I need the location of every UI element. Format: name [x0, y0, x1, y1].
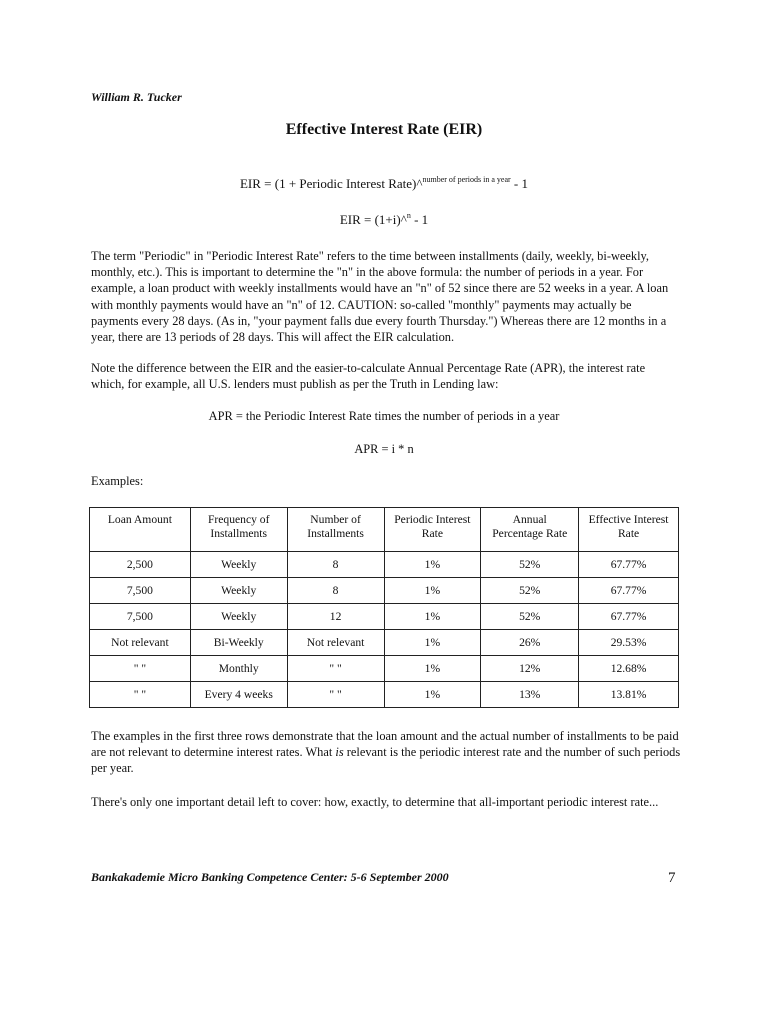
cell-apr: 52% — [481, 578, 579, 604]
cell-number-installments: " " — [287, 656, 384, 682]
table-header-row — [90, 508, 679, 552]
paragraph-apr-note: Note the difference between the EIR and the easier-to-calculate Annual Percentage Rate (APR), the interest rate which, for example, all U.S. lenders must publish as per the Truth in Lending law: — [91, 361, 646, 392]
cell-periodic-rate: 1% — [384, 656, 481, 682]
table-row — [90, 656, 679, 682]
paragraph-periodic: The term "Periodic" in "Periodic Interest Rate" refers to the time between installments (daily, weekly, bi-weekly, monthly, etc.). This is important to determine the "n" in the above formula: the number of periods in a year. For example, a loan product with weekly installments would have an "n" of 52 since there are 52 weeks in a year. A loan with monthly payments would have an "n" of 12. CAUTION: so-called "monthly" payments may actually be payments every 28 days. (As in, "your payment falls due every fourth Thursday.") Whereas there are 12 months in a year, there are 13 periods of 28 days. This will affect the EIR calculation. — [91, 249, 669, 345]
header-loan-amount: Loan Amount — [90, 508, 191, 552]
cell-frequency: Weekly — [190, 552, 287, 578]
author-name: William R. Tucker — [91, 90, 182, 104]
cell-frequency: Weekly — [190, 604, 287, 630]
cell-periodic-rate: 1% — [384, 552, 481, 578]
cell-loan-amount: Not relevant — [90, 630, 191, 656]
formula-base: EIR = (1 + Periodic Interest Rate)^ — [239, 176, 423, 191]
eir-formula-long — [0, 176, 768, 192]
cell-apr: 13% — [481, 682, 579, 708]
header-periodic-rate: Periodic Interest Rate — [384, 508, 481, 552]
cell-frequency: Weekly — [190, 578, 287, 604]
header-eir: Effective Interest Rate — [579, 508, 679, 552]
page-title: Effective Interest Rate (EIR) — [285, 121, 483, 138]
table-row — [90, 578, 679, 604]
cell-number-installments: " " — [287, 682, 384, 708]
cell-number-installments: 8 — [287, 552, 384, 578]
cell-periodic-rate: 1% — [384, 578, 481, 604]
cell-eir: 13.81% — [579, 682, 679, 708]
cell-eir: 29.53% — [579, 630, 679, 656]
cell-frequency: Monthly — [190, 656, 287, 682]
examples-table — [89, 507, 679, 708]
formula-tail: - 1 — [410, 212, 429, 227]
cell-eir: 67.77% — [579, 552, 679, 578]
cell-apr: 12% — [481, 656, 579, 682]
table-row — [90, 630, 679, 656]
cell-apr: 52% — [481, 604, 579, 630]
cell-apr: 52% — [481, 552, 579, 578]
cell-periodic-rate: 1% — [384, 604, 481, 630]
header-apr: Annual Percentage Rate — [481, 508, 579, 552]
paragraph-closing: There's only one important detail left to cover: how, exactly, to determine that all-important periodic interest rate... — [91, 795, 659, 809]
page-number: 7 — [668, 870, 676, 886]
header-number-installments: Number of Installments — [287, 508, 384, 552]
cell-frequency: Every 4 weeks — [190, 682, 287, 708]
cell-number-installments: Not relevant — [287, 630, 384, 656]
cell-loan-amount: " " — [90, 656, 191, 682]
formula-tail: - 1 — [510, 176, 529, 191]
cell-number-installments: 12 — [287, 604, 384, 630]
cell-apr: 26% — [481, 630, 579, 656]
footer-text: Bankakademie Micro Banking Competence Center: 5-6 September 2000 — [91, 870, 449, 884]
formula-exponent: number of periods in a year — [422, 175, 511, 184]
eir-formula-short — [0, 212, 768, 228]
cell-periodic-rate: 1% — [384, 682, 481, 708]
cell-frequency: Bi-Weekly — [190, 630, 287, 656]
cell-loan-amount: " " — [90, 682, 191, 708]
header-frequency: Frequency of Installments — [190, 508, 287, 552]
table-row — [90, 682, 679, 708]
cell-loan-amount: 7,500 — [90, 578, 191, 604]
emphasis-is: is — [335, 745, 344, 760]
table-row — [90, 552, 679, 578]
cell-periodic-rate: 1% — [384, 630, 481, 656]
cell-number-installments: 8 — [287, 578, 384, 604]
apr-formula: APR = i * n — [354, 442, 414, 456]
formula-base: EIR = (1+i)^ — [339, 212, 407, 227]
examples-label: Examples: — [91, 474, 144, 488]
cell-loan-amount: 2,500 — [90, 552, 191, 578]
paragraph-examples-note: The examples in the first three rows demonstrate that the loan amount and the actual number of installments to be paid are not relevant to determine interest rates. What is relevant is the periodic interest rate and the number of such periods per year. — [91, 729, 681, 776]
cell-loan-amount: 7,500 — [90, 604, 191, 630]
cell-eir: 12.68% — [579, 656, 679, 682]
apr-definition: APR = the Periodic Interest Rate times the number of periods in a year — [208, 409, 560, 423]
cell-eir: 67.77% — [579, 578, 679, 604]
formula-exponent: n — [406, 211, 411, 220]
cell-eir: 67.77% — [579, 604, 679, 630]
table-row — [90, 604, 679, 630]
